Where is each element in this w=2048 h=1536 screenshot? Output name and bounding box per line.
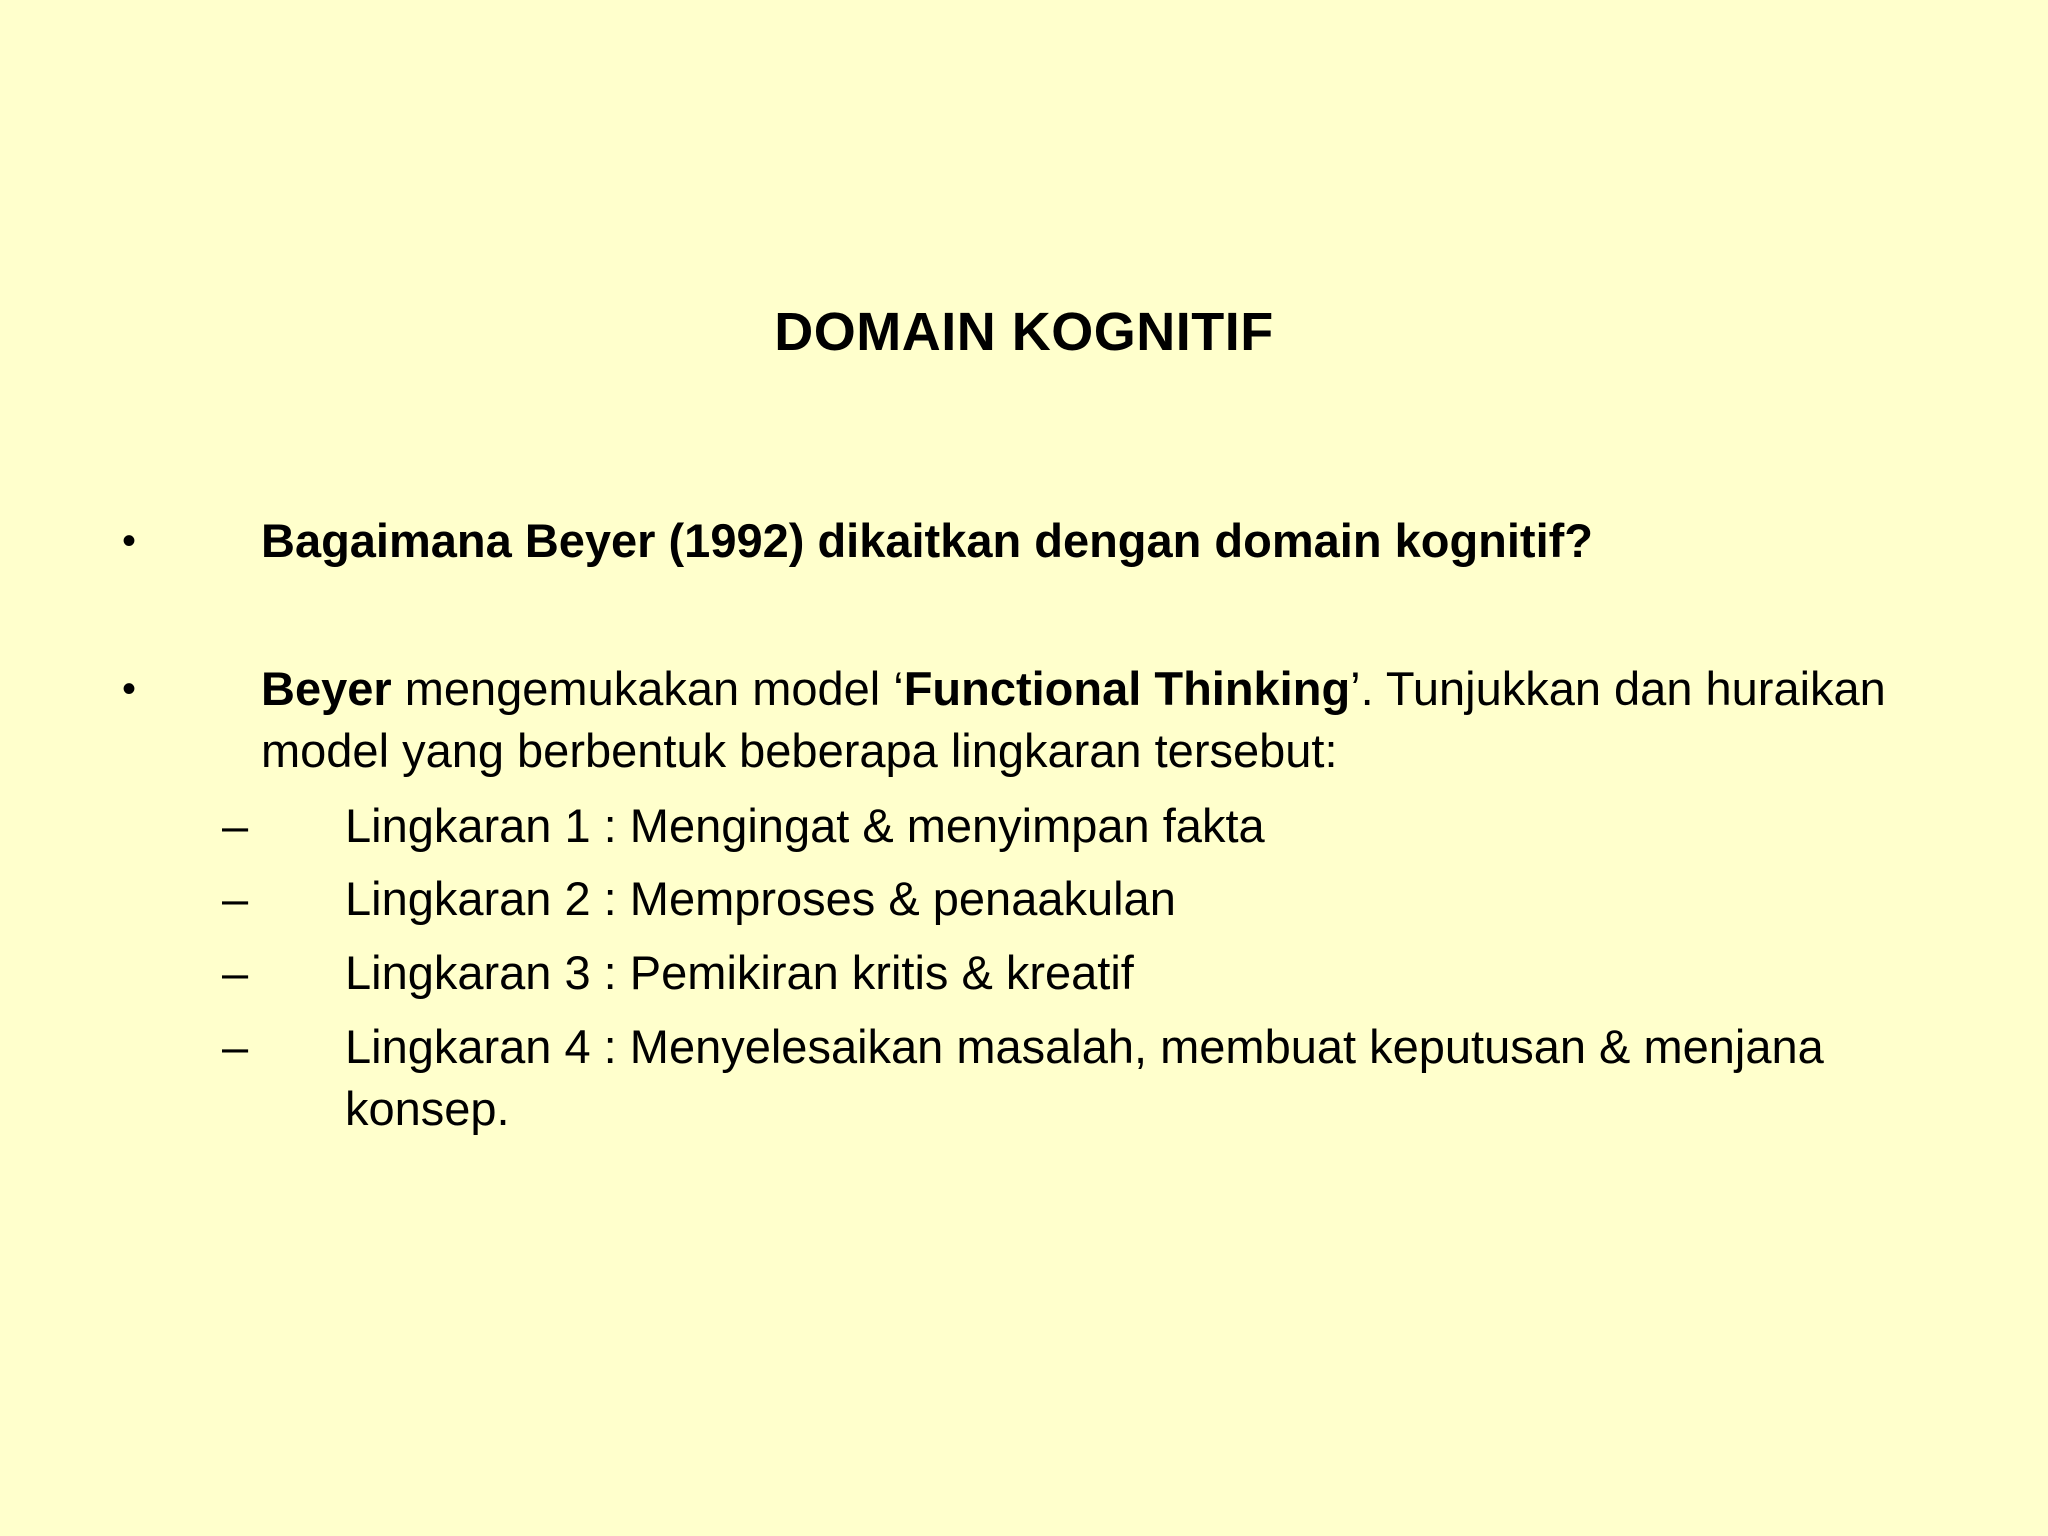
sub-item-text: Lingkaran 3 : Pemikiran kritis & kreatif (345, 946, 1134, 999)
sub-item-text: Lingkaran 2 : Memproses & penaakulan (345, 872, 1176, 925)
slide-title: DOMAIN KOGNITIF (774, 302, 1274, 362)
sub-item-text: Lingkaran 1 : Mengingat & menyimpan fakta (345, 799, 1265, 852)
bullet-text-part: mengemukakan model ‘ (391, 662, 904, 715)
bold-term-beyer: Beyer (261, 662, 392, 715)
bullet-text (261, 658, 1901, 782)
dash-icon: – (222, 946, 249, 999)
dash-icon: – (222, 872, 249, 925)
dash-icon: – (222, 1020, 249, 1073)
bullet-icon: • (122, 519, 137, 563)
sub-item-text: Lingkaran 4 : Menyelesaikan masalah, membuat keputusan & menjana konsep. (345, 1020, 1824, 1135)
dash-icon: – (222, 799, 249, 852)
bullet-text-part: ’. Tunjukkan dan huraikan model yang berbentuk beberapa lingkaran tersebut: (261, 662, 1886, 777)
bullet-text: Bagaimana Beyer (1992) dikaitkan dengan domain kognitif? (261, 514, 1593, 567)
bullet-icon: • (122, 667, 137, 711)
bold-term-functional-thinking: Functional Thinking (903, 662, 1351, 715)
